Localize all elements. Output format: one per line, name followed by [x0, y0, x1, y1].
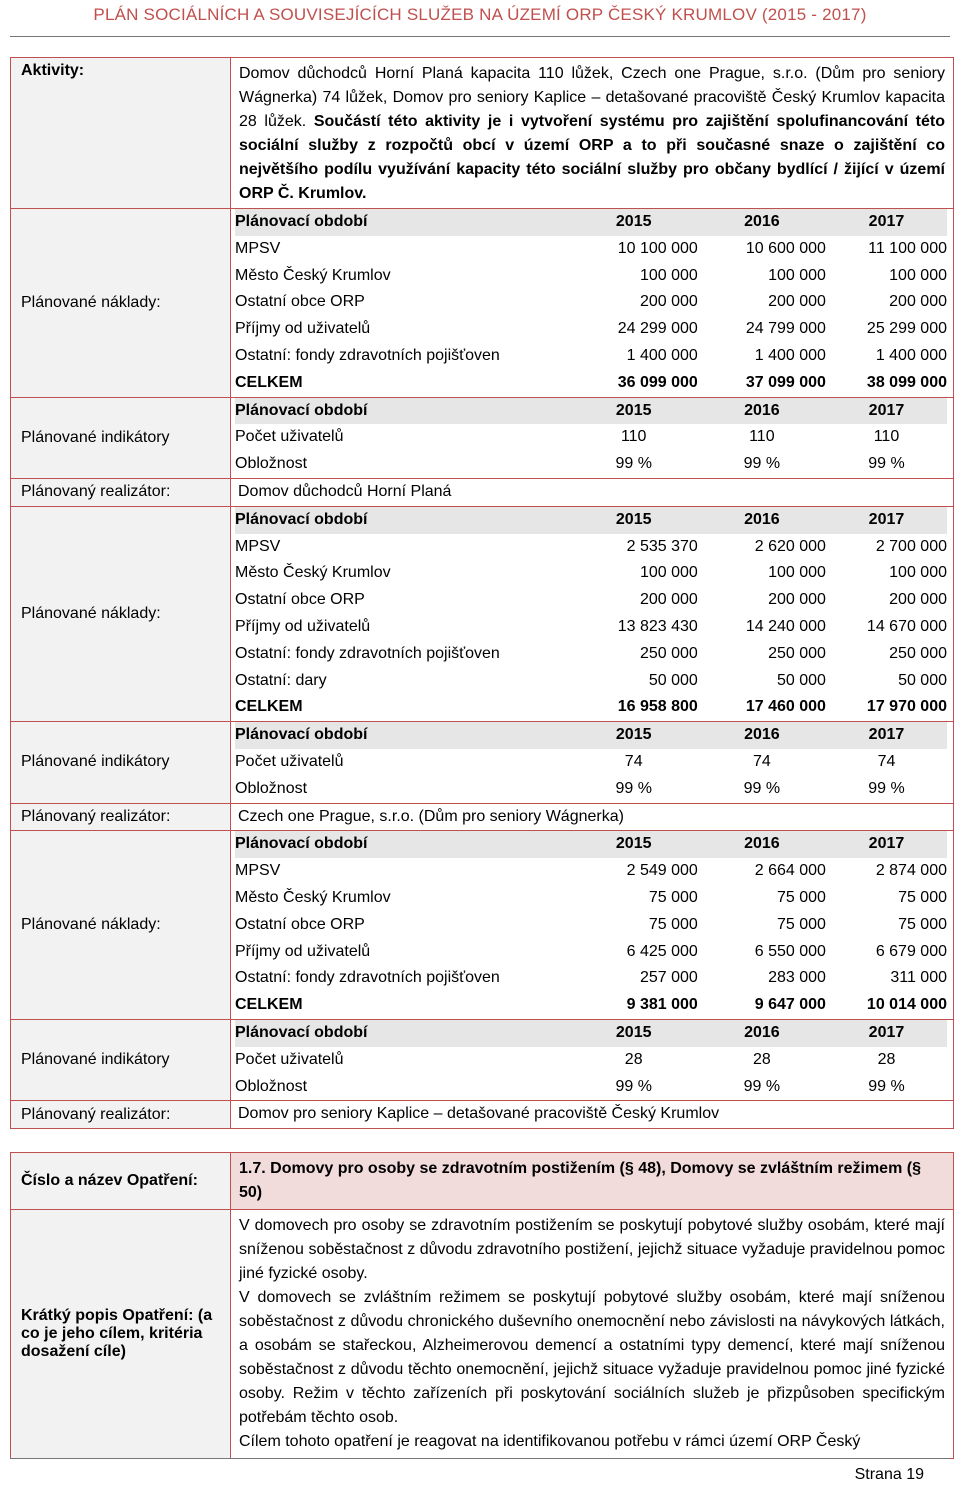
indicators-grid [235, 1020, 947, 1100]
indicators-label-cell [11, 722, 231, 803]
footer-divider [10, 1458, 950, 1459]
indicators-cell: 110 [620, 428, 647, 446]
indicators-cell: 2017 [826, 1020, 947, 1047]
measure-desc-p2: V domovech se zvláštním režimem se poskytují pobytové služby osobám, které mají sníženou soběstačnost z důvodu chronického duševního onemocnění nebo závislosti na návykových látkách, a osobám se stařeckou, Alzheimerovou demencí a ostatními typy demencí, které mají sníženou soběstačnost z důvodu těchto onemocnění, jejichž situace vyžaduje pravidelnou pomoc jiné fyzické osoby. Režim v těchto zařízeních při poskytování sociálních služeb je přizpůsoben specifickým potřebám těchto osob. [239, 1289, 945, 1426]
indicators-cell: 99 % [868, 455, 905, 473]
indicators-row-label: Počet uživatelů [235, 1050, 344, 1068]
implementer-label-cell [11, 1101, 231, 1129]
indicators-cell: 110 [749, 428, 775, 446]
costs-row-label: Ostatní: fondy zdravotních pojišťoven [235, 644, 500, 662]
costs-cell: 2 700 000 [875, 537, 947, 555]
activities-label: Aktivity: [21, 62, 85, 79]
indicators-row [235, 451, 947, 478]
costs-label: Plánované náklady: [21, 604, 161, 622]
measure-desc-label: Krátký popis Opatření: (a co je jeho cílem, kritéria dosažení cíle) [11, 1210, 231, 1459]
costs-cell: 283 000 [768, 969, 826, 987]
costs-row-label: MPSV [235, 862, 281, 880]
costs-row-label: Ostatní: fondy zdravotních pojišťoven [235, 969, 500, 987]
costs-cell: 50 000 [648, 671, 698, 689]
indicators-cell: 99 % [743, 779, 781, 797]
costs-cell: 75 000 [898, 888, 947, 906]
indicators-row [11, 397, 954, 478]
costs-row-label: Město Český Krumlov [235, 266, 391, 284]
indicators-row-label: Plánovací období [235, 722, 570, 749]
costs-cell: 2 535 370 [626, 537, 698, 555]
implementer-row [11, 478, 954, 506]
costs-row [11, 209, 954, 398]
costs-row [235, 668, 947, 695]
indicators-cell: 99 % [615, 1077, 652, 1095]
costs-grid [235, 831, 947, 1019]
indicators-row-label: Obložnost [235, 455, 308, 473]
costs-cell: 2017 [826, 831, 947, 858]
indicators-row [11, 722, 954, 803]
costs-row [235, 507, 947, 534]
costs-cell: 6 550 000 [754, 942, 826, 960]
measure-table [10, 1152, 954, 1459]
indicators-row [235, 776, 947, 803]
costs-grid [235, 209, 947, 397]
costs-label: Plánované náklady: [21, 916, 161, 934]
indicators-label: Plánované indikátory [21, 753, 170, 771]
costs-row-label: CELKEM [235, 698, 303, 716]
indicators-grid [235, 722, 947, 802]
indicators-cell: 99 % [868, 1077, 905, 1095]
costs-cell: 37 099 000 [745, 373, 826, 391]
costs-cell: 100 000 [889, 564, 947, 582]
indicators-row-label: Počet uživatelů [235, 428, 344, 446]
costs-row [235, 939, 947, 966]
indicators-label: Plánované indikátory [21, 428, 170, 446]
costs-row-label: Plánovací období [235, 831, 570, 858]
indicators-row-content [231, 397, 954, 478]
costs-label-cell [11, 506, 231, 721]
implementer-value: Domov důchodců Horní Planá [238, 482, 452, 500]
costs-row [235, 534, 947, 561]
costs-cell: 200 000 [768, 293, 826, 311]
indicators-grid [235, 398, 947, 478]
indicators-row-label: Počet uživatelů [235, 752, 344, 770]
implementer-label: Plánovaný realizátor: [21, 1105, 171, 1123]
header-divider [10, 36, 950, 37]
costs-label-cell [11, 209, 231, 398]
costs-cell: 2015 [570, 507, 698, 534]
indicators-row-content [231, 1019, 954, 1100]
costs-cell: 1 400 000 [626, 346, 698, 364]
indicators-row [235, 1074, 947, 1101]
costs-row [235, 316, 947, 343]
costs-cell: 200 000 [889, 591, 947, 609]
costs-row [235, 289, 947, 316]
costs-cell: 25 299 000 [866, 320, 947, 338]
costs-row [11, 831, 954, 1020]
costs-row-content [231, 209, 954, 398]
activities-row [11, 58, 954, 209]
costs-row [235, 370, 947, 397]
indicators-row [235, 749, 947, 776]
costs-row-label: CELKEM [235, 373, 303, 391]
costs-row [235, 831, 947, 858]
costs-row-label: Příjmy od uživatelů [235, 320, 371, 338]
costs-cell: 6 679 000 [875, 942, 947, 960]
costs-row [235, 236, 947, 263]
costs-cell: 17 460 000 [745, 698, 826, 716]
costs-cell: 16 958 800 [617, 698, 698, 716]
indicators-row-content [231, 722, 954, 803]
measure-title: 1.7. Domovy pro osoby se zdravotním postižením (§ 48), Domovy se zvláštním režimem (§ 50) [231, 1153, 954, 1210]
costs-cell: 1 400 000 [754, 346, 826, 364]
costs-cell: 100 000 [768, 266, 826, 284]
costs-cell: 9 647 000 [754, 996, 826, 1014]
indicators-cell: 2015 [570, 398, 698, 425]
costs-row [235, 965, 947, 992]
costs-cell: 24 799 000 [745, 320, 826, 338]
indicators-cell: 2016 [698, 398, 826, 425]
costs-row-content [231, 831, 954, 1020]
implementer-row-content [231, 803, 954, 831]
indicators-row [235, 424, 947, 451]
costs-row [235, 641, 947, 668]
costs-row-label: Ostatní obce ORP [235, 293, 365, 311]
indicators-row-label: Plánovací období [235, 1020, 570, 1047]
activities-text [239, 62, 945, 206]
indicators-cell: 99 % [868, 779, 905, 797]
costs-row-label: MPSV [235, 239, 281, 257]
costs-cell: 250 000 [639, 644, 698, 662]
measure-desc-p3: Cílem tohoto opatření je reagovat na identifikovanou potřebu v rámci území ORP Český [239, 1433, 861, 1450]
costs-row [235, 694, 947, 721]
costs-row-label: Ostatní: fondy zdravotních pojišťoven [235, 346, 500, 364]
costs-cell: 2016 [698, 831, 826, 858]
costs-cell: 2 664 000 [754, 862, 826, 880]
costs-row-label: Příjmy od uživatelů [235, 942, 371, 960]
costs-cell: 10 600 000 [745, 239, 826, 257]
costs-row [235, 263, 947, 290]
costs-cell: 200 000 [889, 293, 947, 311]
costs-cell: 10 014 000 [866, 996, 947, 1014]
indicators-cell: 2016 [698, 722, 826, 749]
costs-cell: 100 000 [639, 564, 698, 582]
implementer-row-content [231, 478, 954, 506]
indicators-cell: 74 [752, 752, 771, 770]
costs-row-label: Plánovací období [235, 209, 570, 236]
costs-cell: 200 000 [639, 293, 698, 311]
costs-row [235, 560, 947, 587]
implementer-row [11, 803, 954, 831]
costs-cell: 200 000 [768, 591, 826, 609]
costs-row-content [231, 506, 954, 721]
indicators-cell: 2017 [826, 398, 947, 425]
measure-desc-row [11, 1210, 954, 1459]
costs-cell: 75 000 [777, 888, 826, 906]
indicators-row [11, 1019, 954, 1100]
costs-row-label: Město Český Krumlov [235, 888, 391, 906]
costs-cell: 50 000 [898, 671, 947, 689]
indicators-cell: 99 % [615, 455, 652, 473]
costs-cell: 9 381 000 [626, 996, 698, 1014]
costs-row [235, 858, 947, 885]
costs-cell: 50 000 [777, 671, 826, 689]
indicators-cell: 2017 [826, 722, 947, 749]
costs-cell: 2 620 000 [754, 537, 826, 555]
indicators-cell: 2016 [698, 1020, 826, 1047]
implementer-row-content [231, 1101, 954, 1129]
page-number: Strana 19 [854, 1466, 924, 1483]
costs-row [235, 209, 947, 236]
indicators-label: Plánované indikátory [21, 1051, 170, 1069]
costs-row [235, 992, 947, 1019]
costs-cell: 75 000 [777, 915, 826, 933]
costs-row-label: Město Český Krumlov [235, 564, 391, 582]
costs-cell: 24 299 000 [617, 320, 698, 338]
indicators-cell: 28 [752, 1050, 771, 1068]
indicators-row [235, 1020, 947, 1047]
indicators-cell: 28 [877, 1050, 896, 1068]
costs-cell: 38 099 000 [866, 373, 947, 391]
implementer-label: Plánovaný realizátor: [21, 807, 171, 825]
indicators-label-cell [11, 397, 231, 478]
measure-title-row [11, 1153, 954, 1210]
indicators-cell: 74 [877, 752, 896, 770]
costs-cell: 100 000 [768, 564, 826, 582]
page-header: PLÁN SOCIÁLNÍCH A SOUVISEJÍCÍCH SLUŽEB NA ÚZEMÍ ORP ČESKÝ KRUMLOV (2015 - 2017) [93, 5, 867, 24]
costs-cell: 6 425 000 [626, 942, 698, 960]
costs-row-label: CELKEM [235, 996, 303, 1014]
costs-cell: 75 000 [898, 915, 947, 933]
costs-row [11, 506, 954, 721]
costs-cell: 2016 [698, 209, 826, 236]
costs-grid [235, 507, 947, 721]
costs-cell: 257 000 [639, 969, 698, 987]
costs-cell: 75 000 [648, 888, 698, 906]
indicators-label-cell [11, 1019, 231, 1100]
costs-cell: 100 000 [639, 266, 698, 284]
costs-cell: 2017 [826, 209, 947, 236]
indicators-cell: 110 [873, 428, 900, 446]
activity-table [10, 57, 954, 1129]
costs-cell: 17 970 000 [866, 698, 947, 716]
activities-content-cell [231, 58, 954, 209]
costs-row [235, 885, 947, 912]
measure-number-label: Číslo a název Opatření: [11, 1153, 231, 1210]
costs-cell: 2015 [570, 831, 698, 858]
costs-cell: 13 823 430 [617, 617, 698, 635]
costs-cell: 75 000 [648, 915, 698, 933]
implementer-label-cell [11, 478, 231, 506]
measure-desc-cell [231, 1210, 954, 1459]
costs-cell: 200 000 [639, 591, 698, 609]
activities-label-cell [11, 58, 231, 209]
indicators-cell: 28 [624, 1050, 643, 1068]
indicators-row [235, 398, 947, 425]
indicators-row [235, 722, 947, 749]
costs-cell: 250 000 [768, 644, 826, 662]
costs-row [235, 912, 947, 939]
costs-cell: 311 000 [890, 969, 947, 987]
implementer-value: Domov pro seniory Kaplice – detašované pracoviště Český Krumlov [238, 1105, 720, 1123]
indicators-cell: 99 % [615, 779, 652, 797]
implementer-row [11, 1101, 954, 1129]
indicators-row-label: Obložnost [235, 1077, 308, 1095]
costs-row [235, 587, 947, 614]
costs-row-label: Plánovací období [235, 507, 570, 534]
indicators-row-label: Obložnost [235, 779, 308, 797]
costs-cell: 250 000 [889, 644, 947, 662]
costs-cell: 10 100 000 [617, 239, 698, 257]
implementer-label: Plánovaný realizátor: [21, 483, 171, 501]
activities-text-bold: Součástí této aktivity je i vytvoření systému pro zajištění spolufinancování této sociální služby z rozpočtů obcí v území ORP a to při současné snaze o zajištění co největšího podílu využívání kapacity této sociální služby pro občany bydlící / žijící v území ORP Č. Krumlov. [239, 113, 945, 202]
costs-cell: 36 099 000 [617, 373, 698, 391]
costs-row-label: Ostatní obce ORP [235, 591, 365, 609]
indicators-cell: 99 % [743, 1077, 781, 1095]
indicators-cell: 74 [624, 752, 643, 770]
activities-text-normal: Domov důchodců Horní Planá kapacita 110 lůžek, Czech one Prague, s.r.o. (Dům pro seniory Wágnerka) 74 lůžek, Domov pro seniory Kaplice – detašované pracoviště Český Krumlov kapacita 28 lůžek. [239, 65, 945, 130]
costs-row-label: MPSV [235, 537, 281, 555]
costs-cell: 11 100 000 [868, 239, 947, 257]
indicators-cell: 99 % [743, 455, 781, 473]
measure-desc-p1: V domovech pro osoby se zdravotním postižením se poskytují pobytové služby osobám, které mají sníženou soběstačnost z důvodu zdravotního postižení, jejichž situace vyžaduje pravidelnou pomoc jiné fyzické osoby. [239, 1217, 945, 1282]
costs-cell: 2016 [698, 507, 826, 534]
costs-cell: 2017 [826, 507, 947, 534]
indicators-cell: 2015 [570, 722, 698, 749]
indicators-row [235, 1047, 947, 1074]
costs-row [235, 343, 947, 370]
costs-label-cell [11, 831, 231, 1020]
costs-row-label: Ostatní: dary [235, 671, 327, 689]
costs-cell: 14 240 000 [745, 617, 826, 635]
costs-row [235, 614, 947, 641]
costs-cell: 2015 [570, 209, 698, 236]
indicators-row-label: Plánovací období [235, 398, 570, 425]
costs-cell: 2 874 000 [875, 862, 947, 880]
costs-row-label: Ostatní obce ORP [235, 915, 365, 933]
costs-cell: 100 000 [889, 266, 947, 284]
implementer-value: Czech one Prague, s.r.o. (Dům pro seniory Wágnerka) [238, 807, 624, 825]
costs-cell: 14 670 000 [866, 617, 947, 635]
implementer-label-cell [11, 803, 231, 831]
indicators-cell: 2015 [570, 1020, 698, 1047]
costs-cell: 2 549 000 [626, 862, 698, 880]
costs-cell: 1 400 000 [875, 346, 947, 364]
costs-label: Plánované náklady: [21, 293, 161, 311]
costs-row-label: Příjmy od uživatelů [235, 617, 371, 635]
